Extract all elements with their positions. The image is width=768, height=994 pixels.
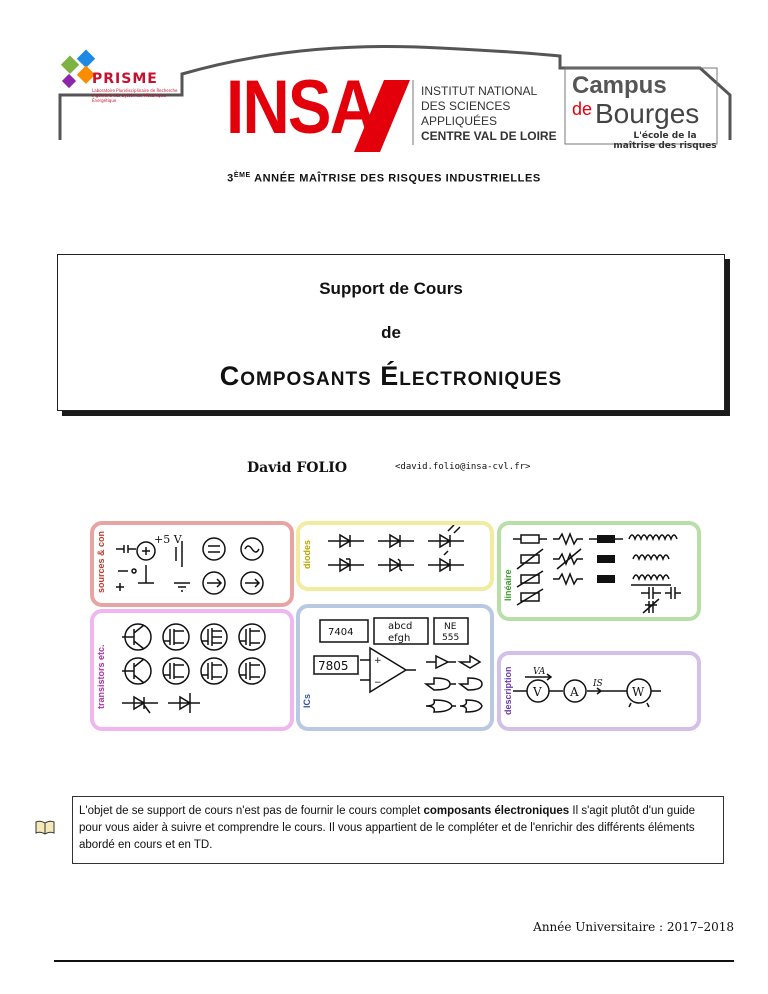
panel-description bbox=[497, 651, 701, 731]
sources-symbols-icon bbox=[94, 525, 290, 603]
panel-label: sources & con bbox=[96, 530, 106, 593]
title-box bbox=[57, 254, 725, 411]
ammeter-label: A bbox=[570, 685, 579, 699]
institute-region: CENTRE VAL DE LOIRE bbox=[421, 129, 557, 143]
regulator-7805: 7805 bbox=[318, 659, 349, 673]
svg-text:−: − bbox=[374, 678, 382, 688]
note-text: Il s'agit plutôt d'un guide pour vous aider à suivre et comprendre le cours. Il vous appartient de le compléter et de l'enrichir des différents éléments abordé en cours et en TD. bbox=[79, 805, 696, 851]
year-number: 3 bbox=[227, 172, 234, 185]
diodes-symbols-icon bbox=[300, 525, 490, 587]
passive-symbols-icon bbox=[501, 525, 697, 617]
prisme-logo-icon bbox=[61, 50, 95, 89]
title-line-1: Support de Cours bbox=[319, 279, 463, 298]
author-email[interactable]: <david.folio@insa-cvl.fr> bbox=[395, 462, 531, 472]
panel-label: description bbox=[503, 666, 513, 715]
chip-555: 555 bbox=[442, 633, 460, 643]
panel-sources bbox=[90, 521, 294, 607]
panel-label: linéaire bbox=[503, 569, 513, 601]
panel-label: ICs bbox=[302, 693, 312, 708]
institute-line: INSTITUT NATIONAL bbox=[421, 84, 538, 98]
chip-ne: NE bbox=[444, 622, 457, 632]
open-book-icon bbox=[34, 819, 56, 839]
voltage-arrow-label: VA bbox=[533, 667, 546, 677]
note-text: L'objet de se support de cours n'est pas de fournir le cours complet bbox=[79, 805, 424, 817]
panel-diodes bbox=[296, 521, 494, 591]
panel-label: transistors etc. bbox=[96, 644, 106, 709]
insa-logo: INSA bbox=[226, 65, 376, 150]
voltmeter-label: V bbox=[533, 685, 542, 699]
svg-text:+: + bbox=[374, 656, 382, 666]
title-line-2: de bbox=[381, 323, 401, 342]
campus-city: Bourges bbox=[595, 98, 700, 129]
course-year-line bbox=[0, 172, 768, 185]
note-box bbox=[72, 796, 724, 864]
note-emphasis: composants électroniques bbox=[423, 805, 570, 817]
academic-year: Année Universitaire : 2017–2018 bbox=[533, 920, 734, 934]
chip-abcd: abcd bbox=[388, 621, 413, 632]
meter-symbols-icon bbox=[501, 655, 697, 727]
chip-efgh: efgh bbox=[388, 633, 411, 644]
author-name: David FOLIO bbox=[247, 460, 348, 476]
page-header bbox=[0, 0, 768, 160]
year-ordinal: ÈME bbox=[233, 172, 251, 179]
panel-label: diodes bbox=[302, 539, 312, 569]
institute-line: APPLIQUÉES bbox=[421, 114, 498, 128]
institute-name bbox=[421, 84, 557, 144]
campus-tagline-line: L'école de la bbox=[633, 131, 697, 141]
source-voltage-label: +5 V bbox=[154, 533, 182, 546]
institute-line: DES SCIENCES bbox=[421, 99, 511, 113]
campus-word: Campus bbox=[572, 72, 667, 99]
lab-subtitle: Laboratoire Pluridisciplinaire de Recherche Ingénierie des Systèmes, Mécanique, Énergétique bbox=[92, 88, 178, 103]
current-arrow-label: IS bbox=[593, 679, 603, 689]
page-title: Composants Électroniques bbox=[219, 361, 563, 391]
lab-name: PRISME bbox=[92, 71, 158, 87]
footer-rule bbox=[54, 960, 734, 962]
campus-tagline-line: maîtrise des risques bbox=[613, 141, 717, 151]
campus-de: de bbox=[572, 99, 593, 119]
panel-transistors bbox=[90, 609, 294, 731]
panel-lineaire bbox=[497, 521, 701, 621]
campus-tagline bbox=[600, 131, 730, 151]
panel-ics bbox=[296, 604, 494, 731]
wattmeter-label: W bbox=[632, 685, 645, 699]
ic-symbols-icon bbox=[300, 608, 490, 727]
chip-7404: 7404 bbox=[328, 627, 354, 638]
year-rest: ANNÉE MAÎTRISE DES RISQUES INDUSTRIELLES bbox=[254, 172, 541, 185]
transistor-symbols-icon bbox=[94, 613, 290, 727]
